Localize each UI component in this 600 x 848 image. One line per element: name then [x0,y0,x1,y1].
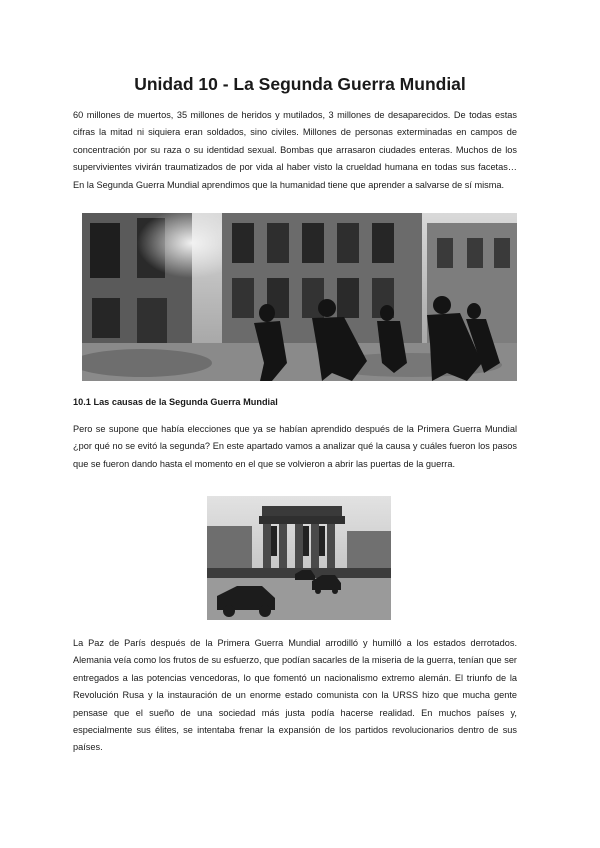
page-title: Unidad 10 - La Segunda Guerra Mundial [134,74,466,94]
brandenburg-gate-photo [207,496,391,620]
section-number: 10.1 [73,397,91,407]
intro-paragraph: 60 millones de muertos, 35 millones de heridos y mutilados, 3 millones de desaparecidos. De todas estas cifras la mitad ni siquiera eran soldados, sino civiles. Millones de personas exterminadas en campos de concentración por su raza o su identidad sexual. Bombas que arrasaron ciudades enteras. Muchos de los supervivientes vivirán traumatizados de por vida al haber visto la crueldad humana en todas sus facetas… En la Segunda Guerra Mundial aprendimos que la humanidad tiene que aprender a salvarse de sí misma. [73,110,517,190]
section-heading [73,397,278,407]
soldiers-ruins-photo [82,213,517,381]
section-heading-text: Las causas de la Segunda Guerra Mundial [93,397,278,407]
section-paragraph-2: La Paz de París después de la Primera Guerra Mundial arrodilló y humilló a los estados derrotados. Alemania veía como los frutos de su esfuerzo, que podían sacarles de la miseria de la guerra, tenían que ser entregados a las potencias vencedoras, lo que fomentó un nacionalismo extremo alemán. El triunfo de la Revolución Rusa y la instauración de un enorme estado comunista con la URSS hizo que mucha gente pensase que el sueño de una sociedad más justa podía hacerse realidad. En muchos países y, especialmente sus élites, se intentaba frenar la expansión de los partidos revolucionarios dentro de sus países. [73,638,517,753]
section-paragraph-1: Pero se supone que había elecciones que ya se habían aprendido después de la Primera Guerra Mundial ¿por qué no se evitó la segunda? En este apartado vamos a analizar qué la causa y cuáles fueron los pasos que se fueron dando hasta el momento en el que se volvieron a abrir las puertas de la guerra. [73,424,517,469]
